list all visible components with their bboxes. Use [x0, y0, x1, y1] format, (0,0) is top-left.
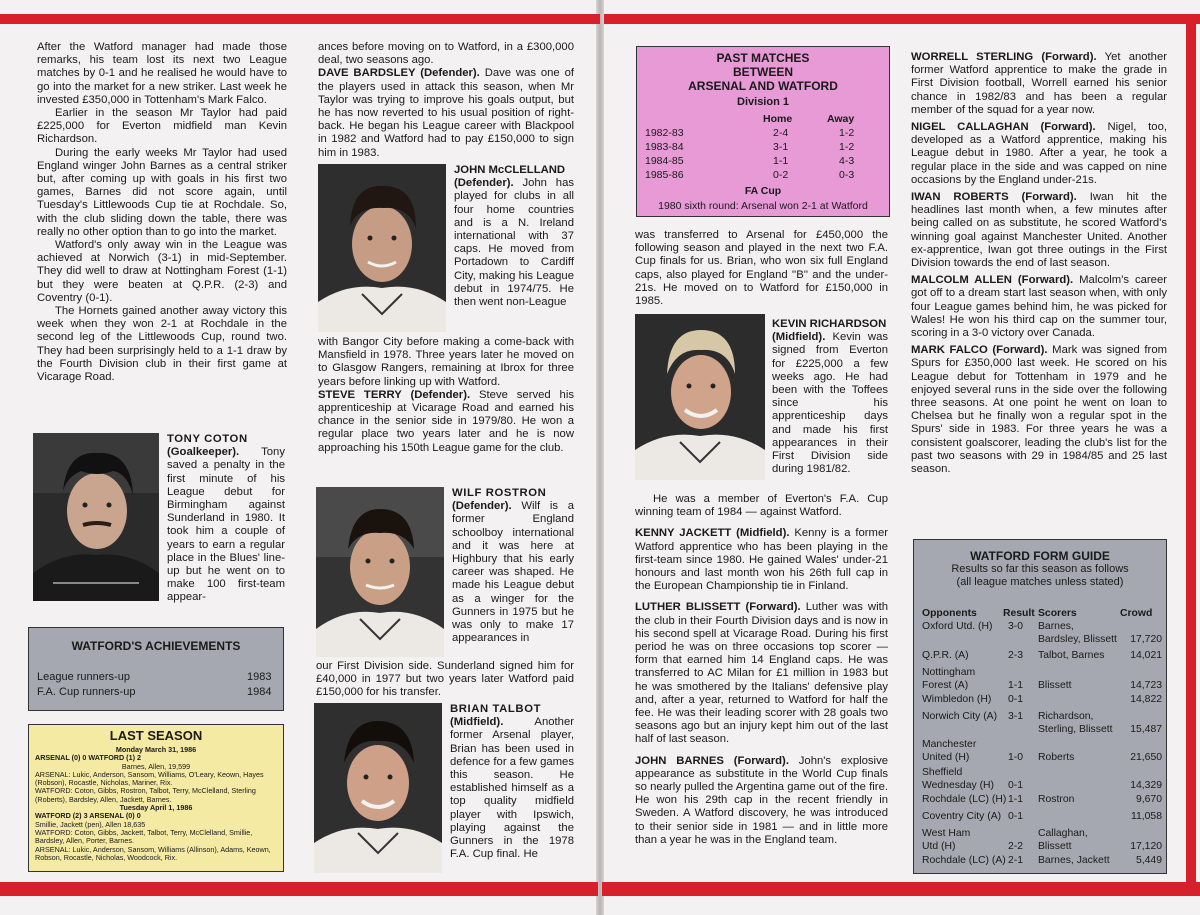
crowd-figure: 17,120	[1130, 840, 1162, 852]
match-date: Tuesday April 1, 1986	[119, 803, 193, 813]
header-opponents: Opponents	[922, 608, 977, 619]
achievement-year: 1984	[247, 686, 272, 698]
opponent-name: Utd (H)	[922, 840, 956, 852]
match-lineup: WATFORD: Coton, Gibbs, Jackett, Talbot, Terry, McClelland, Smillie, Bardsley, Allen, Porter, Barnes.	[35, 827, 253, 846]
player-bio-text: Nigel, too, developed as a Watford apprentice, making his League debut in 1980. After a year, he took a regular place in the side and was capped on nine occasions by the England under-21s.	[911, 121, 1167, 186]
barnes-bio	[635, 755, 888, 847]
player-name: MARK FALCO (Forward).	[911, 344, 1048, 357]
match-lineup: ARSENAL: Lukic, Anderson, Sansom, Williams, O'Leary, Keown, Hayes (Robson), Rocastle, Nicholas, Mariner, Rix.	[35, 769, 264, 788]
player-position: (Midfield).	[772, 331, 826, 344]
header-crowd: Crowd	[1120, 608, 1153, 619]
player-name: KEVIN RICHARDSON	[772, 318, 887, 330]
player-name: WORRELL STERLING (Forward).	[911, 51, 1097, 63]
player-bio-text: Malcolm's career got off to a dream start last season when, with only four League games behind him, he was picked for Wales! He won his third cap on the summer tour, scoring in a 3-0 victory over Canada.	[911, 274, 1167, 340]
home-score: 2-4	[773, 127, 789, 139]
season-label: 1985-86	[645, 169, 684, 181]
player-bio-text: Iwan hit the headlines last month when, a few minutes after being called on as substitute, he scored Watford's winning goal against Manchester United. Another ex-apprentice, Iwan got three outings in the First Division towards the end of last season.	[911, 191, 1167, 270]
goal-scorers: Richardson,	[1038, 711, 1094, 722]
col2-top-text	[318, 41, 574, 160]
crowd-figure: 14,021	[1130, 650, 1162, 661]
home-score: 1-1	[773, 155, 789, 167]
match-date: Monday March 31, 1986	[115, 745, 197, 754]
match-result: 3-0	[1008, 621, 1024, 632]
player-name: LUTHER BLISSETT (Forward).	[635, 601, 801, 614]
goal-scorers: Talbot, Barnes	[1038, 650, 1105, 661]
goal-scorers: Barnes, Jackett	[1038, 855, 1110, 866]
past-matches-box	[636, 46, 890, 217]
crowd-figure: 14,822	[1130, 694, 1162, 705]
player-portrait-icon	[635, 314, 765, 480]
player-name: BRIAN TALBOT	[450, 703, 542, 715]
goal-scorers: Sterling, Blissett	[1038, 723, 1113, 735]
player-bio-text: John's explosive appearance as substitute in the World Cup finals so nearly pulled the Argentina game out of the fire. He won his 29th cap in the recent friendly in Sweden. A Watford discovery, he was introduced to their senior side in 1981 — and in little more than a year he was in the England team.	[635, 754, 888, 846]
match-scorers: Barnes, Allen, 19,599	[121, 761, 191, 771]
home-score: 3-1	[773, 141, 789, 153]
away-score: 4-3	[839, 155, 855, 167]
player-bio-text: Yet another former Watford apprentice to make the grade in First Division football, Worrell earned his senior chance in 1982/83 and has been a regular member of the squad for a year now.	[911, 51, 1168, 116]
intro-paragraph: Earlier in the season Mr Taylor had paid £225,000 for Everton midfield man Kevin Richardson.	[37, 107, 287, 146]
opponent-name: Rochdale (LC) (H)	[922, 794, 1007, 805]
fa-cup-result: 1980 sixth round: Arsenal won 2-1 at Watford	[658, 200, 868, 212]
player-position: (Defender).	[452, 500, 512, 513]
opponent-name: Rochdale (LC) (A)	[922, 855, 1006, 866]
talbot-bio-cont	[635, 229, 888, 308]
crowd-figure: 14,329	[1130, 779, 1162, 791]
opponent-name: Norwich City (A)	[922, 711, 998, 722]
goal-scorers: Blissett	[1038, 840, 1072, 852]
col3-articles	[635, 493, 888, 847]
player-bio-text: Kevin was signed from Everton for £225,000 a few weeks ago. He had been with the Toffees since his apprenticeship days and made his first appearances in their First Division side during 1981/82.	[772, 331, 888, 476]
goal-scorers: Barnes,	[1038, 621, 1074, 632]
allen-bio	[911, 274, 1167, 340]
intro-paragraph: During the early weeks Mr Taylor had used England winger John Barnes as a central striker but, after coming up with goals in his first two games, Barnes did not score again, until Tuesday's Littlewoods Cup tie at Rochdale. So, with the club sliding down the table, there was really no other option than to go into the market.	[37, 146, 287, 238]
home-header: Home	[763, 113, 793, 125]
season-label: 1983-84	[645, 141, 684, 153]
kevin-richardson-photo	[635, 314, 765, 480]
form-guide-title: WATFORD FORM GUIDE	[970, 549, 1110, 563]
fa-cup-heading: FA Cup	[744, 185, 782, 197]
opponent-name: Wimbledon (H)	[922, 694, 992, 705]
player-bio-text: was transferred to Arsenal for £450,000 the following season and played in the next two F.A. Cup finals for us. Brian, who won six full England caps, also played for England ''B'' and the under-21s. He moved on to Watford for £150,000 in 1985.	[635, 229, 888, 308]
match-result: 0-1	[1008, 694, 1024, 705]
right-side-border	[1186, 14, 1196, 896]
form-guide-subtitle: Results so far this season as follows	[951, 563, 1129, 575]
player-bio-text: with Bangor City before making a come-back with Mansfield in 1978. Three years later he moved on to Glasgow Rangers, remaining at Ibrox for three years before linking up with Watford.	[318, 336, 574, 388]
left-bottom-border	[0, 882, 598, 896]
intro-paragraph: The Hornets gained another away victory this week when they won 2-1 at Rochdale in the second leg of the Littlewoods Cup, round two. They had been surprisingly held to a 1-1 draw by the Fourth Division club in their first game at Vicarage Road.	[37, 305, 287, 384]
player-bio-text: Dave was one of the players used in attack this season, when Mr Taylor was trying to improve his goals output, but he has now reverted to his usual position of right-back. He began his League career with Blackpool in 1982 and Watford had to pay £150,000 to sign him in 1983.	[318, 67, 574, 159]
achievements-box	[28, 627, 284, 711]
player-name: JOHN BARNES (Forward).	[635, 754, 789, 767]
player-bio-text: John has played for clubs in all four home countries and is a N. Ireland international with 37 caps. He moved from Portadown to Cardiff City, making his League debut in 1974/75. He then went non-League	[454, 177, 574, 309]
match-result: 2-2	[1008, 840, 1024, 852]
falco-bio	[911, 344, 1167, 476]
coton-bio	[167, 433, 285, 605]
player-bio-text: our First Division side. Sunderland signed him for £40,000 in 1977 but two years later Watford paid £150,000 for his transfer.	[316, 660, 574, 699]
page-spine	[596, 0, 604, 915]
player-portrait-icon	[33, 433, 159, 601]
goal-scorers: Blissett	[1038, 679, 1072, 691]
match-score: WATFORD (2) 3 ARSENAL (0) 0	[35, 811, 141, 821]
season-label: 1982-83	[645, 127, 684, 139]
player-bio-text: Tony saved a penalty in the first minute of his League debut for Birmingham against Sunderland in 1980. It took him a couple of years to earn a regular place in the Blues' line-up but he went on to make 100 first-team appear-	[167, 446, 285, 604]
jackett-bio	[635, 527, 888, 593]
match-lineup: WATFORD: Coton, Gibbs, Rostron, Talbot, Terry, McClelland, Sterling (Roberts), Bardsley, Allen, Jackett, Barnes.	[35, 786, 256, 804]
form-guide-subtitle: (all league matches unless stated)	[956, 576, 1124, 588]
goal-scorers: Rostron	[1038, 794, 1075, 805]
right-bottom-border	[602, 882, 1200, 896]
tony-coton-photo	[33, 433, 159, 601]
player-bio-text: Luther was with the club in their Fourth Division days and is now in his second spell at Vicarage Road. During his first period he was on three occasions top scorer — form that earned him 14 England caps. He was transferred to AC Milan for £1 million in 1983 but he was smothered by the Italians' defensive play and, after a year, returned to Watford for half the fee. He was their leading scorer with 28 goals two seasons ago but an injury kept him out of the last half of last season.	[635, 601, 888, 746]
brian-talbot-photo	[314, 703, 442, 873]
match-result: 2-1	[1008, 855, 1024, 866]
crowd-figure: 9,670	[1135, 794, 1162, 805]
player-name: KENNY JACKETT (Midfield).	[635, 527, 790, 540]
player-name: NIGEL CALLAGHAN (Forward).	[911, 121, 1096, 134]
past-matches-title: BETWEEN	[733, 65, 793, 79]
john-mcclelland-photo	[318, 164, 446, 332]
opponent-name: Coventry City (A)	[922, 811, 1002, 822]
opponent-name: Nottingham	[922, 667, 976, 678]
away-header: Away	[827, 113, 855, 125]
player-portrait-icon	[316, 487, 444, 657]
past-matches-title: ARSENAL AND WATFORD	[688, 79, 838, 93]
continued-text: ances before moving on to Watford, in a £300,000 deal, two seasons ago.	[318, 41, 574, 67]
goal-scorers: Bardsley, Blissett	[1038, 633, 1117, 645]
form-guide-box	[913, 539, 1167, 874]
roberts-bio	[911, 191, 1167, 270]
mcclelland-bio	[454, 164, 574, 309]
opponent-name: Forest (A)	[922, 679, 969, 691]
player-portrait-icon	[314, 703, 442, 873]
opponent-name: Sheffield	[922, 767, 963, 778]
player-bio-text: Kenny is a former Watford apprentice who has been playing in the first-team since 1980. He gained Wales' under-21 honours and last month won his 26th full cap in the European Championship tie in Finland.	[635, 527, 889, 593]
callaghan-bio	[911, 121, 1167, 187]
player-position: (Forward).	[1021, 191, 1077, 204]
player-bio-text: He was a member of Everton's F.A. Cup winning team of 1984 — against Watford.	[635, 493, 888, 519]
richardson-bio	[772, 318, 888, 476]
intro-paragraph: After the Watford manager had made those remarks, his team lost its next two League matches by 0-1 and he realised he would have to go into the market for a new striker. Last week he invested £350,000 in Tottenham's Mark Falco.	[37, 41, 287, 106]
crowd-figure: 11,058	[1130, 811, 1162, 822]
match-scorers: Smillie, Jackett (pen), Allen 18,635	[35, 819, 146, 829]
player-bio-text: Mark was signed from Spurs for £350,000 last week. He scored on his League debut for Tottenham in 1979 and he enjoyed several runs in the side over the following three seasons. At one point he went on loan to Chelsea but he finally won a regular spot in the Spurs' side in 1983. For three years he was a consistent goalscorer, leading the club's list for the past two seasons with 29 in 1984/85 and 25 last season.	[911, 344, 1168, 476]
division-heading: Division 1	[737, 96, 789, 108]
player-name: JOHN McCLELLAND	[454, 164, 566, 176]
sterling-bio	[911, 51, 1167, 117]
header-scorers: Scorers	[1038, 608, 1077, 619]
match-result: 0-1	[1008, 779, 1024, 791]
intro-article	[37, 41, 287, 384]
player-bio-text: Another former Arsenal player, Brian has been used in defence for a few games this season. He established himself as a top quality midfield player with Ipswich, playing against the Gunners in the 1978 F.A. Cup final. He	[450, 716, 574, 861]
match-result: 3-1	[1008, 711, 1024, 722]
achievements-title: WATFORD'S ACHIEVEMENTS	[71, 639, 241, 653]
player-bio-text: Steve served his apprenticeship at Vicarage Road and earned his chance in the senior side in 1979/80. He won a regular place two years later and he is now approaching his 150th League game for the club.	[318, 388, 575, 454]
opponent-name: United (H)	[922, 751, 970, 763]
achievement-label: League runners-up	[37, 671, 130, 683]
match-lineup: ARSENAL: Lukic, Anderson, Sansom, Williams (Allinson), Adams, Keown, Robson, Rocastle, Nicholas, Woodcock, Rix.	[35, 844, 271, 862]
blissett-bio	[635, 601, 888, 746]
wilf-rostron-photo	[316, 487, 444, 657]
player-position: (Defender).	[454, 177, 514, 190]
header-result: Result	[1003, 608, 1035, 619]
player-name: STEVE TERRY (Defender).	[318, 388, 471, 401]
left-top-border	[0, 14, 600, 24]
player-name: WILF ROSTRON	[452, 487, 547, 499]
last-season-title: LAST SEASON	[109, 728, 203, 743]
crowd-figure: 17,720	[1130, 633, 1162, 645]
crowd-figure: 14,723	[1130, 679, 1162, 691]
home-score: 0-2	[773, 169, 789, 181]
opponent-name: Q.P.R. (A)	[922, 650, 969, 661]
last-season-box	[28, 724, 284, 872]
goal-scorers: Roberts	[1038, 751, 1075, 763]
season-label: 1984-85	[645, 155, 684, 167]
player-position: (Goalkeeper).	[167, 446, 240, 459]
achievement-label: F.A. Cup runners-up	[37, 686, 136, 698]
past-matches-title: PAST MATCHES	[716, 51, 810, 65]
goal-scorers: Callaghan,	[1038, 828, 1088, 839]
match-result: 2-3	[1008, 650, 1024, 661]
opponent-name: Manchester	[922, 739, 977, 750]
right-top-border	[604, 14, 1200, 24]
crowd-figure: 15,487	[1130, 723, 1162, 735]
opponent-name: West Ham	[922, 828, 971, 839]
match-score: ARSENAL (0) 0 WATFORD (1) 2	[35, 753, 141, 763]
intro-paragraph: Watford's only away win in the League was achieved at Norwich (3-1) in mid-September. They did well to draw at Nottingham Forest (1-1) but they were beaten at Q.P.R. (2-3) and Coventry (0-1).	[37, 239, 287, 304]
match-result: 0-1	[1008, 811, 1024, 822]
match-result: 1-0	[1008, 751, 1024, 763]
achievement-year: 1983	[247, 671, 272, 683]
rostron-bio-cont	[316, 660, 574, 700]
away-score: 1-2	[839, 141, 855, 153]
player-name: IWAN ROBERTS	[911, 191, 1009, 204]
talbot-bio	[450, 703, 574, 861]
mcclelland-bio-cont	[318, 336, 574, 455]
away-score: 0-3	[839, 169, 855, 181]
match-result: 1-1	[1008, 794, 1024, 805]
player-name: DAVE BARDSLEY (Defender).	[318, 67, 480, 80]
opponent-name: Wednesday (H)	[922, 779, 994, 791]
player-portrait-icon	[318, 164, 446, 332]
player-name: MALCOLM ALLEN (Forward).	[911, 274, 1074, 287]
player-bio-text: Wilf is a former England schoolboy international and it was here at Highbury that his early career was shaped. He made his League debut as a winger for the Gunners in 1975 but he was only to make 17 appearances in	[452, 500, 574, 645]
player-name: TONY COTON	[167, 433, 248, 445]
player-position: (Midfield).	[450, 716, 504, 729]
crowd-figure: 21,650	[1130, 751, 1162, 763]
rostron-bio	[452, 487, 574, 645]
away-score: 1-2	[839, 127, 855, 139]
crowd-figure: 5,449	[1135, 855, 1162, 866]
opponent-name: Oxford Utd. (H)	[922, 621, 993, 632]
match-result: 1-1	[1008, 679, 1024, 691]
col4-articles	[911, 51, 1167, 476]
